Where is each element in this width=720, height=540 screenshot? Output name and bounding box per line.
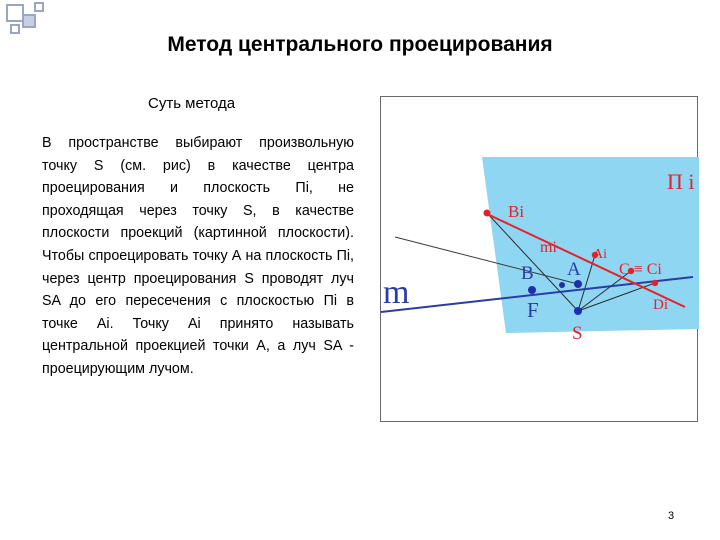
label-s: S [572, 323, 583, 344]
point-a [574, 280, 582, 288]
projection-diagram [381, 97, 699, 423]
label-bi: Bi [508, 202, 525, 221]
page-number: 3 [668, 510, 675, 522]
label-di: Di [653, 297, 668, 313]
label-f: F [527, 298, 539, 322]
body-paragraph: В пространстве выбирают произвольную точку S (см. рис) в качестве центра проецирования и плоскость Пi, не проходящая через точку S, в качестве плоскости проекций (картинной плоскости). Чтобы спроецировать точку А на плоскость Пi, через центр проецирования S проводят луч SA до его пересечения с плоскостью Пi в точке Аi. Точку Аi принято называть центральной проекцией точки А, а луч SA - проецирующим лучом. [42, 135, 354, 377]
label-ai: Ai [593, 247, 607, 262]
label-c-eq-ci: C ≡ Ci [619, 261, 662, 278]
point-b [528, 286, 536, 294]
point-f [559, 282, 565, 288]
page-title: Метод центрального проецирования [167, 33, 553, 56]
label-a: A [567, 259, 581, 280]
label-m: m [383, 274, 410, 311]
label-plane: П i [667, 169, 695, 194]
point-s [574, 307, 582, 315]
point-bi [484, 210, 491, 217]
label-mi: mi [540, 239, 557, 256]
label-b: B [521, 263, 534, 284]
point-di [652, 280, 658, 286]
projection-figure [380, 96, 698, 422]
section-subtitle: Суть метода [148, 95, 236, 112]
